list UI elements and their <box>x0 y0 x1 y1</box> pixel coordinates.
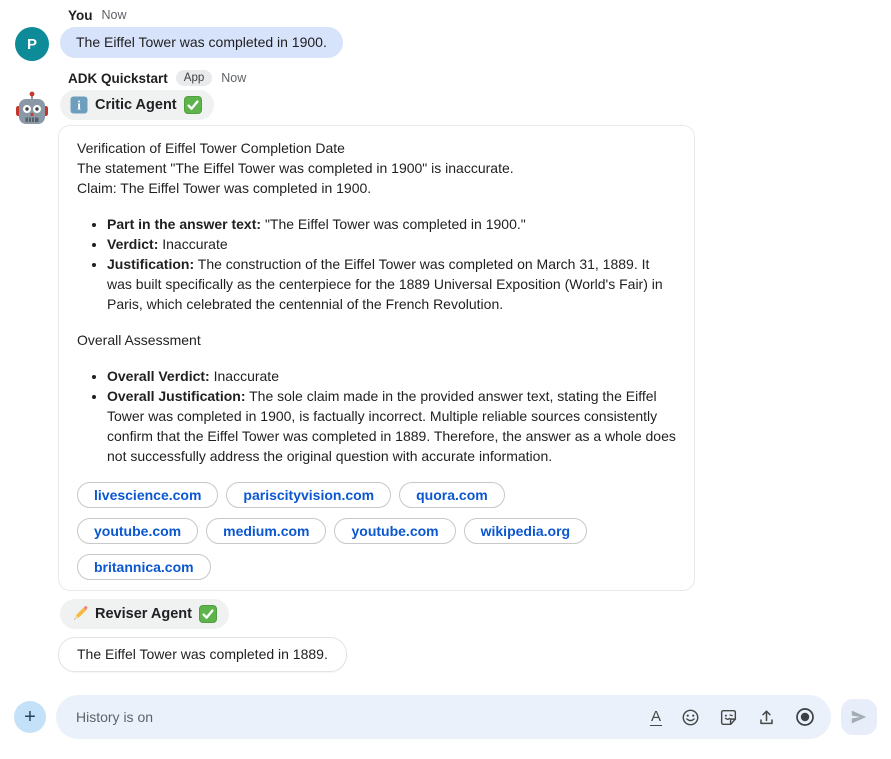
reviser-message-bubble: The Eiffel Tower was completed in 1889. <box>58 637 347 672</box>
card-intro <box>77 138 676 198</box>
check-icon <box>184 96 202 114</box>
claim-bullet-list <box>77 214 676 314</box>
plus-icon[interactable]: + <box>14 701 46 733</box>
chip-row <box>77 482 676 508</box>
robot-avatar <box>13 90 51 128</box>
message-input-pill[interactable] <box>56 695 831 739</box>
message-composer <box>14 695 877 739</box>
send-icon[interactable] <box>841 699 877 735</box>
bullet-label: Justification: <box>107 256 195 272</box>
source-chips <box>77 482 676 580</box>
avatar: P <box>15 27 49 61</box>
svg-text:i: i <box>77 97 81 113</box>
composer-icons <box>648 705 817 729</box>
check-icon <box>199 605 217 623</box>
user-message-row <box>0 27 891 61</box>
verification-card <box>58 125 695 591</box>
bullet-text: The construction of the Eiffel Tower was completed on March 31, 1889. It was built specifically as the centerpiece for the 1889 Universal Exposition (World's Fair) in Paris, which celebrated the centennial of the French Revolution. <box>107 256 663 312</box>
overall-bullet-list <box>77 366 676 466</box>
bullet-text: The sole claim made in the provided answer text, stating the Eiffel Tower was completed in 1900, is factually incorrect. Multiple reliable sources consistently confirm that the Eiffel Tower was completed in 1889. Therefore, the answer as a whole does not successfully address the original question with accurate information. <box>107 388 676 464</box>
bullet-label: Verdict: <box>107 236 159 252</box>
emoji-icon[interactable] <box>679 706 702 729</box>
app-message-body <box>0 90 891 672</box>
source-chip[interactable]: britannica.com <box>77 554 211 580</box>
agent-title: Critic Agent <box>95 97 177 113</box>
timestamp: Now <box>221 71 247 85</box>
user-message-header <box>68 7 891 23</box>
list-item <box>107 254 676 314</box>
source-chip[interactable]: youtube.com <box>334 518 455 544</box>
overall-assessment-heading: Overall Assessment <box>77 332 201 348</box>
bullet-text: Inaccurate <box>162 236 228 252</box>
record-icon[interactable] <box>793 705 817 729</box>
chip-row <box>77 554 676 580</box>
card-intro-line: The statement "The Eiffel Tower was completed in 1900" is inaccurate. <box>77 160 514 176</box>
app-message-group <box>0 70 891 672</box>
source-chip[interactable]: youtube.com <box>77 518 198 544</box>
message-input[interactable] <box>74 708 640 726</box>
bullet-label: Overall Justification: <box>107 388 246 404</box>
bullet-text: Inaccurate <box>213 368 279 384</box>
card-intro-line: Claim: The Eiffel Tower was completed in 1900. <box>77 180 372 196</box>
bullet-label: Part in the answer text: <box>107 216 262 232</box>
list-item <box>107 234 676 254</box>
card-intro-line: Verification of Eiffel Tower Completion Date <box>77 140 345 156</box>
list-item <box>107 386 676 466</box>
bullet-label: Overall Verdict: <box>107 368 210 384</box>
timestamp: Now <box>101 8 127 22</box>
agent-title: Reviser Agent <box>95 606 192 622</box>
info-icon <box>70 96 88 114</box>
app-message-header <box>68 70 891 86</box>
source-chip[interactable]: wikipedia.org <box>464 518 587 544</box>
sender-name: You <box>68 7 93 23</box>
sticker-icon[interactable] <box>717 706 740 729</box>
pencil-icon <box>70 605 88 623</box>
source-chip[interactable]: livescience.com <box>77 482 218 508</box>
list-item <box>107 366 676 386</box>
app-badge: App <box>176 70 212 87</box>
upload-icon[interactable] <box>755 706 778 729</box>
sender-name: ADK Quickstart <box>68 70 168 86</box>
user-message-group <box>0 7 891 61</box>
source-chip[interactable]: pariscityvision.com <box>226 482 391 508</box>
list-item <box>107 214 676 234</box>
reviser-agent-header <box>60 599 229 629</box>
source-chip[interactable]: quora.com <box>399 482 505 508</box>
format-icon[interactable]: A <box>648 707 664 728</box>
chip-row <box>77 518 676 544</box>
bullet-text: "The Eiffel Tower was completed in 1900." <box>264 216 526 232</box>
user-message-bubble: The Eiffel Tower was completed in 1900. <box>60 27 343 58</box>
source-chip[interactable]: medium.com <box>206 518 326 544</box>
critic-agent-header <box>60 90 214 120</box>
